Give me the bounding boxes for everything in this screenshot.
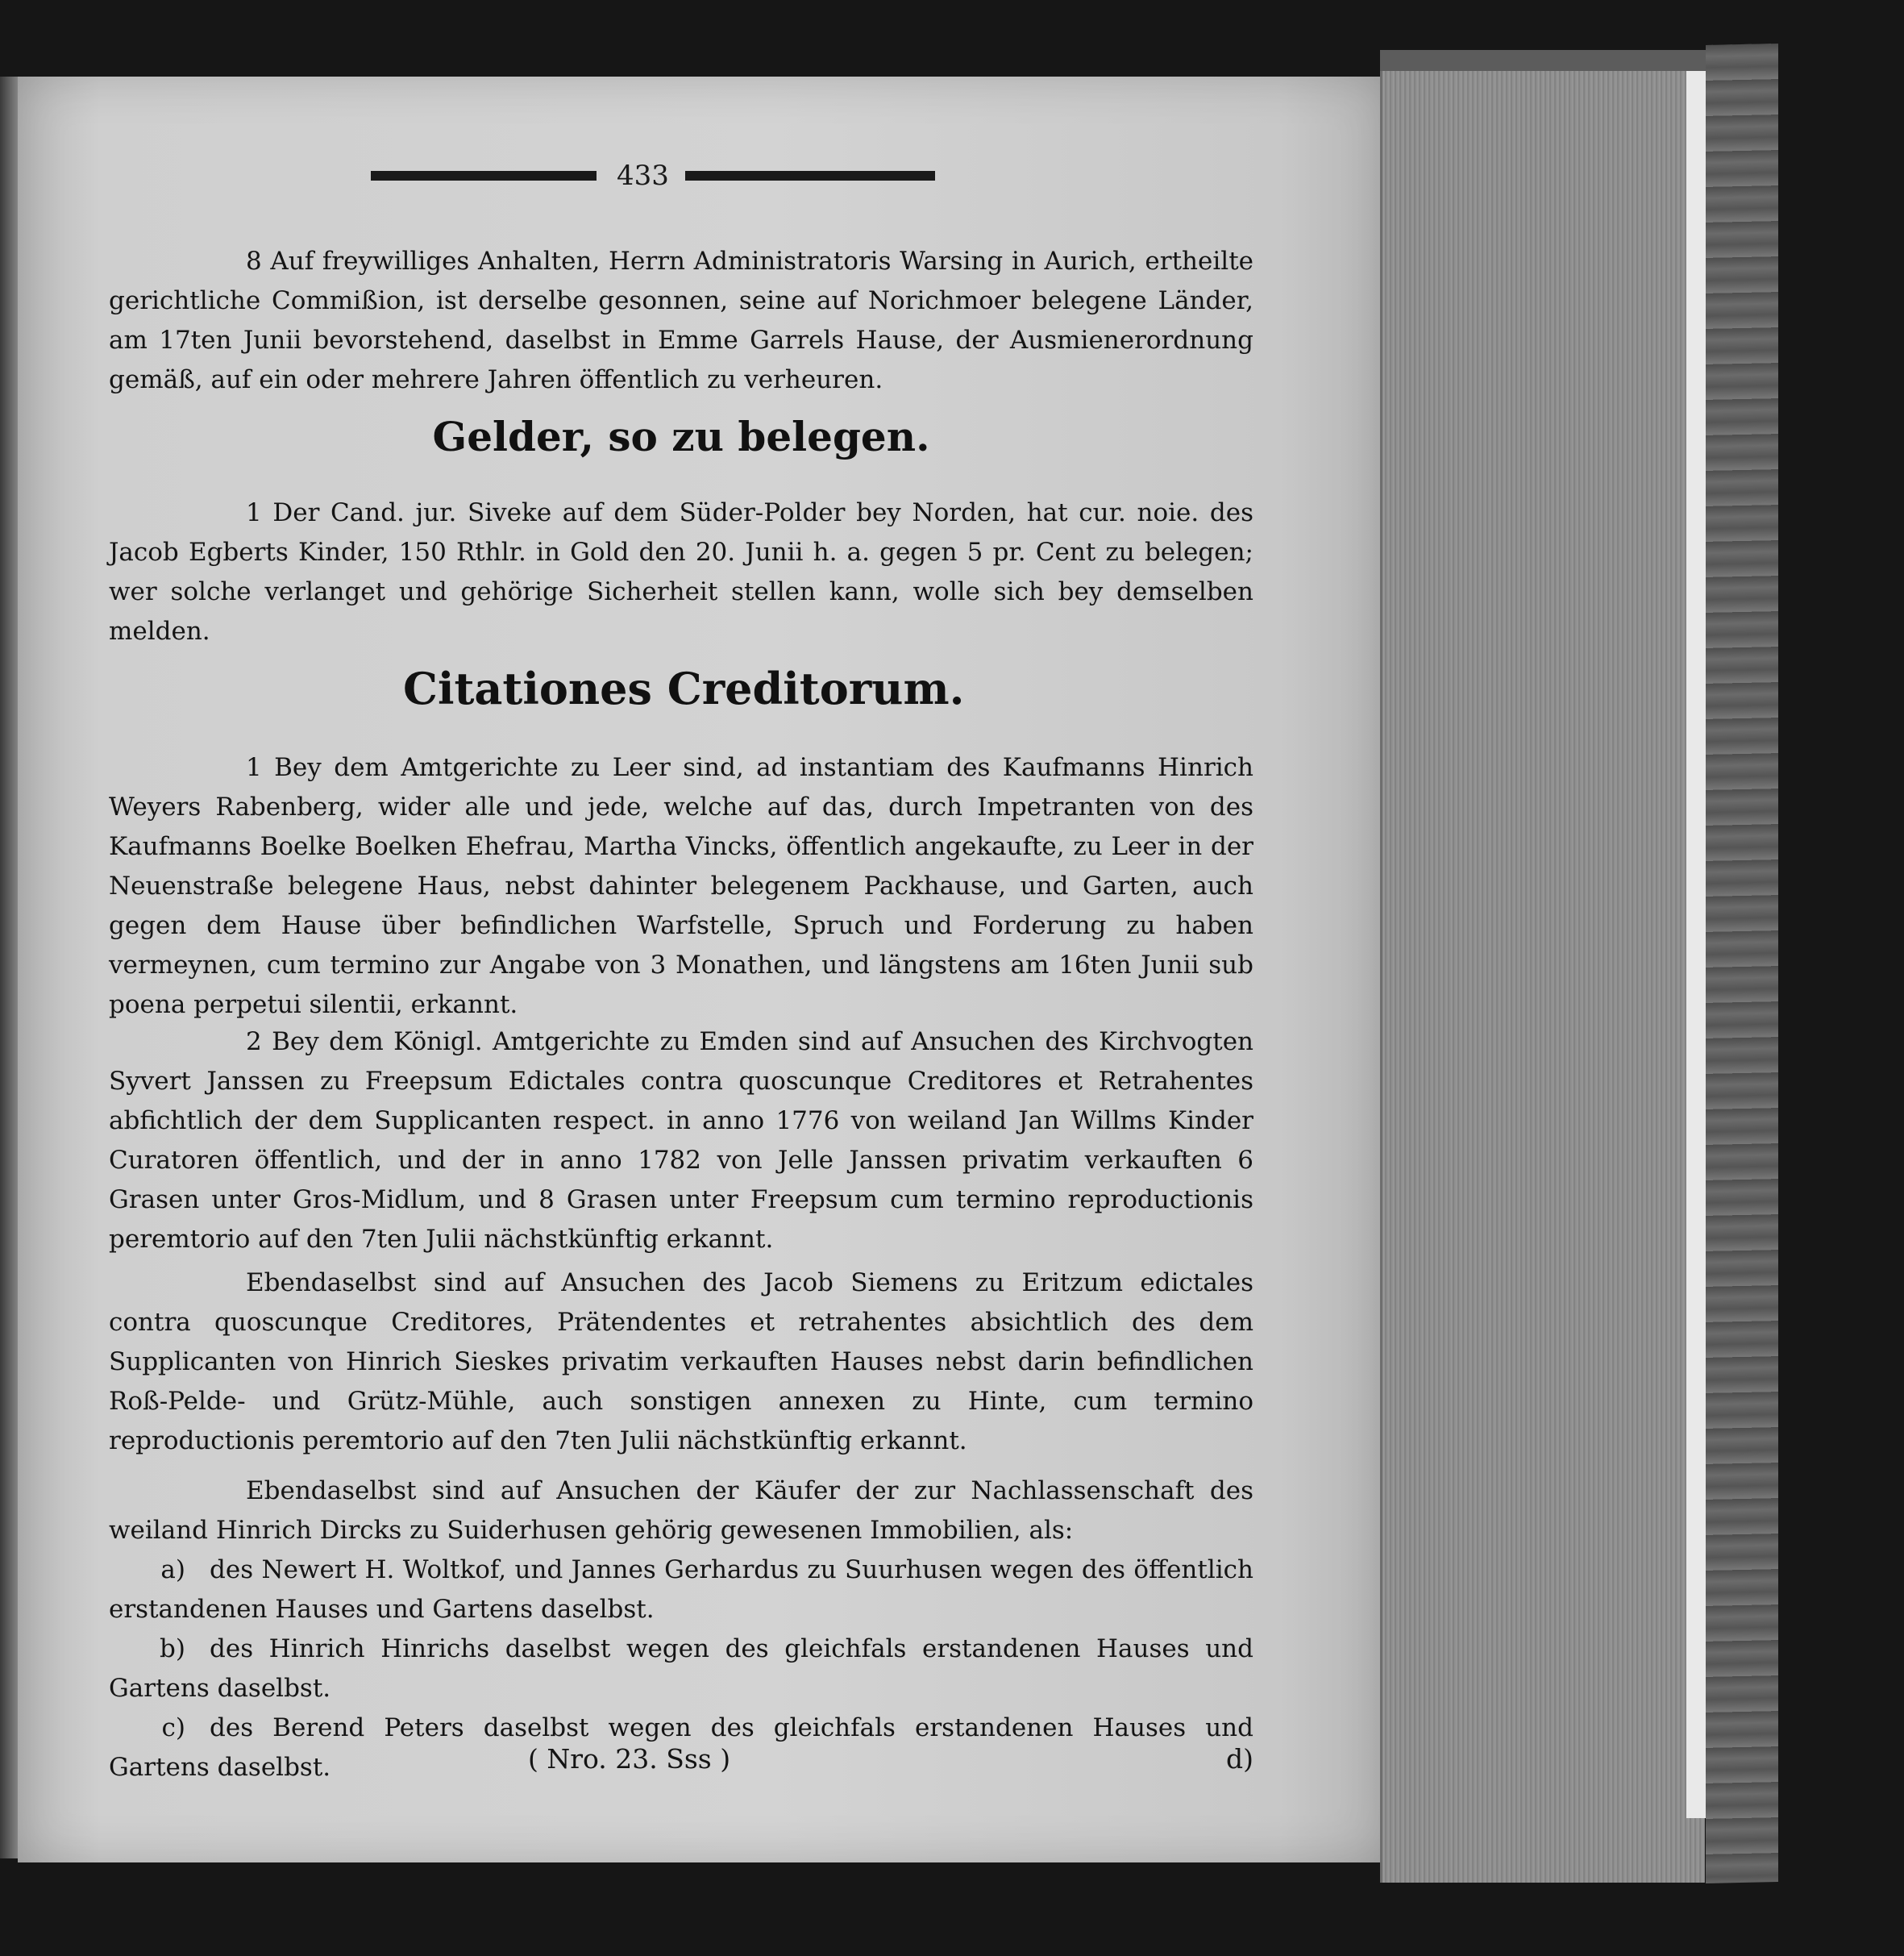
paragraph-text: 2 Bey dem Königl. Amtgerichte zu Emden sind auf Ansuchen des Kirchvogten Syvert Janssen zu Freepsum Edictales contra quoscunque Creditores et Retrahentes abfichtlich der dem Supplicanten respect. in anno 1776 von weiland Jan Willms Kinder Curatoren öffentlich, und der in anno 1782 von Jelle Janssen privatim verkauften 6 Grasen unter Gros-Midlum, und 8 Grasen unter Freepsum cum termino reproductionis peremtorio auf den 7ten Julii nächstkünftig erkannt. (109, 1027, 1253, 1254)
book-left-edge (0, 77, 19, 1858)
catchword: d) (1226, 1743, 1253, 1775)
page-header (371, 160, 1177, 200)
page-footer (109, 1743, 1253, 1783)
paragraph-text: 1 Bey dem Amtgerichte zu Leer sind, ad instantiam des Kaufmanns Hinrich Weyers Rabenberg, wider alle und jede, welche auf das, durch Impetranten von des Kaufmanns Boelke Boelken Ehefrau, Martha Vincks, öffentlich angekaufte, zu Leer in der Neuenstraße belegene Haus, nebst dahinter belegenem Packhause, und Garten, auch gegen dem Hause über befindlichen Warfstelle, Spruch und Forderung zu haben vermeynen, cum termino zur Angabe von 3 Monathen, und längstens am 16ten Junii sub poena perpetui silentii, erkannt. (109, 753, 1253, 1019)
header-rule-left (371, 171, 597, 181)
paragraph-gelder-1 (109, 493, 1253, 651)
page-stack-highlight (1686, 65, 1706, 1818)
book-cover-edge (1706, 44, 1778, 1883)
list-label: c) (161, 1713, 185, 1742)
list-label: b) (160, 1634, 185, 1663)
heading-citationes: Citationes Creditorum. (403, 663, 965, 714)
paragraph-citation-2 (109, 1022, 1253, 1259)
heading-gelder: Gelder, so zu belegen. (432, 413, 930, 460)
paragraph-item-8 (109, 242, 1253, 400)
paragraph-text: 1 Der Cand. jur. Siveke auf dem Süder-Polder bey Norden, hat cur. noie. des Jacob Egberts Kinder, 150 Rthlr. in Gold den 20. Junii h. a. gegen 5 pr. Cent zu belegen; wer solche verlanget und gehörige Sicherheit stellen kann, wolle sich bey demselben melden. (109, 498, 1253, 646)
list-text: des Newert H. Woltkof, und Jannes Gerhardus zu Suurhusen wegen des öffentlich erstandenen Hauses und Gartens daselbst. (109, 1555, 1253, 1624)
list-item (109, 1629, 1253, 1708)
paragraph-text: 8 Auf freywilliges Anhalten, Herrn Administratoris Warsing in Aurich, ertheilte gerichtliche Commißion, ist derselbe gesonnen, seine auf Norichmoer belegene Länder, am 17ten Junii bevorstehend, daselbst in Emme Garrels Hause, der Ausmienerordnung gemäß, auf ein oder mehrere Jahren öffentlich zu verheuren. (109, 247, 1253, 394)
list-text: des Hinrich Hinrichs daselbst wegen des gleichfals erstandenen Hauses und Gartens daselbst. (109, 1634, 1253, 1703)
list-label: a) (160, 1555, 185, 1584)
paragraph-ebendaselbst-2 (109, 1471, 1253, 1787)
paragraph-text: Ebendaselbst sind auf Ansuchen des Jacob Siemens zu Eritzum edictales contra quoscunque Creditores, Prätendentes et retrahentes absichtlich des dem Supplicanten von Hinrich Sieskes privatim verkauften Hauses nebst darin befindlichen Roß-Pelde- und Grütz-Mühle, auch sonstigen annexen zu Hinte, cum termino reproductionis peremtorio auf den 7ten Julii nächstkünftig erkannt. (109, 1268, 1253, 1455)
printer-signature: ( Nro. 23. Sss ) (528, 1743, 731, 1775)
list-text: des Berend Peters daselbst wegen des gleichfals erstandenen Hauses und Gartens daselbst. (109, 1713, 1253, 1782)
header-rule-right (685, 171, 935, 181)
paragraph-ebendaselbst-1 (109, 1263, 1253, 1461)
list-item (109, 1550, 1253, 1629)
page-number: 433 (617, 160, 669, 192)
paragraph-text: Ebendaselbst sind auf Ansuchen der Käufer der zur Nachlassenschaft des weiland Hinrich Dircks zu Suiderhusen gehörig gewesenen Immobilien, als: (109, 1476, 1253, 1545)
paragraph-citation-1 (109, 748, 1253, 1025)
page-stack-edge (1380, 65, 1705, 1883)
